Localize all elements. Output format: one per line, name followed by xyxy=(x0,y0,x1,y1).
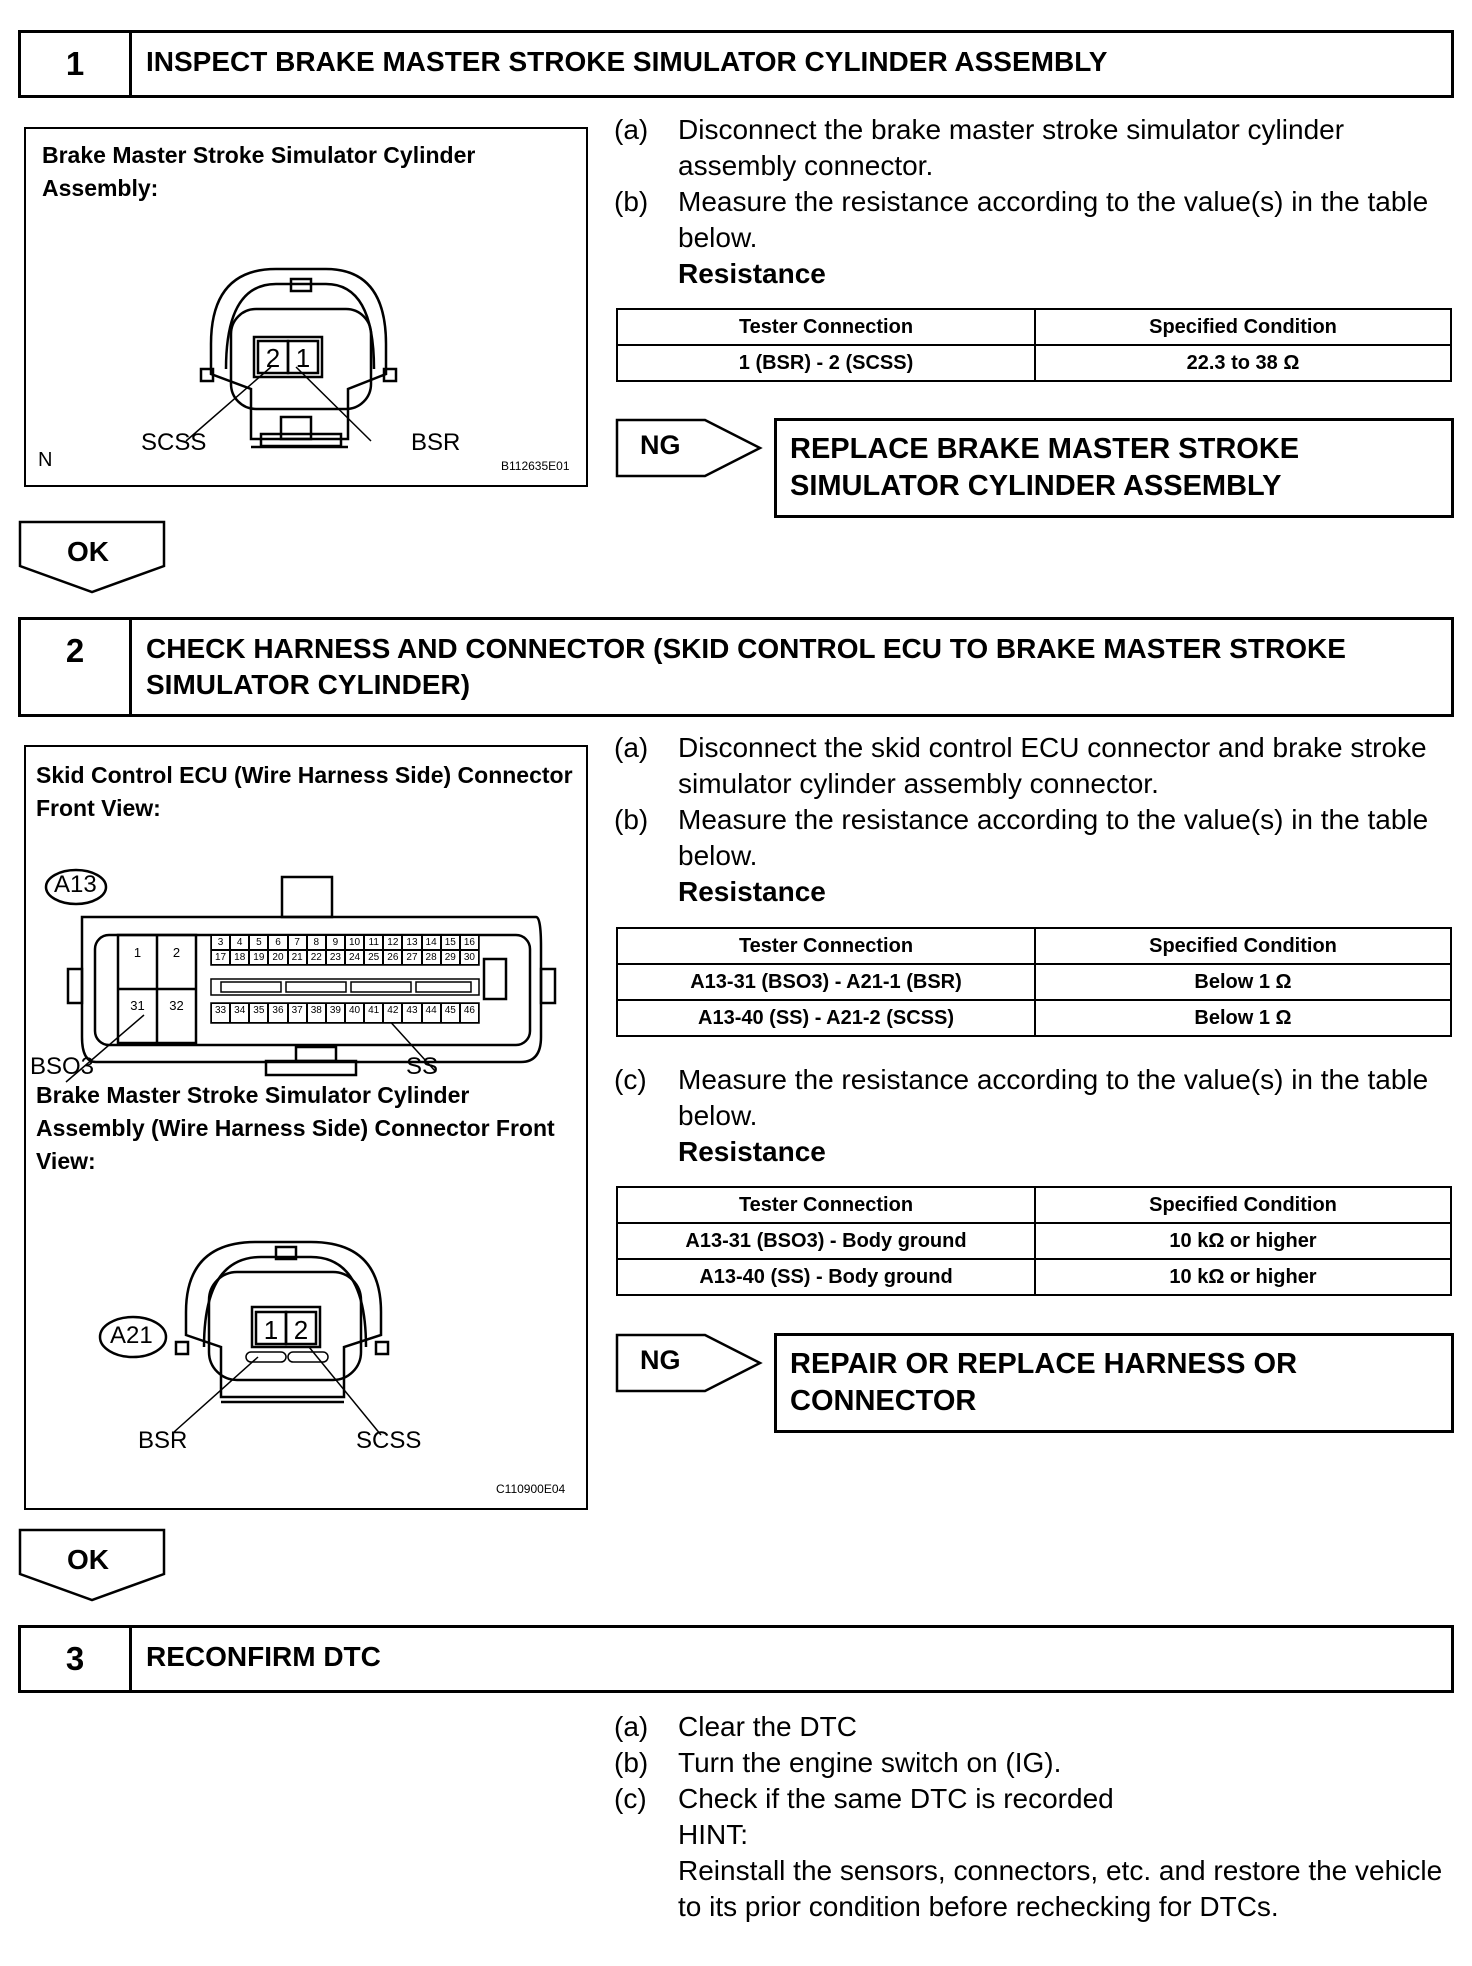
pin-28: 28 xyxy=(422,950,441,965)
pin-19: 19 xyxy=(249,950,268,965)
figure-label: Brake Master Stroke Simulator Cylinder Assembly: xyxy=(42,142,476,201)
table-cell: A13-31 (BSO3) - Body ground xyxy=(617,1223,1035,1259)
instruction-letter: (b) xyxy=(614,1747,649,1778)
pin-6: 6 xyxy=(268,935,287,950)
hint-label-row xyxy=(614,1817,1444,1853)
pin-16: 16 xyxy=(460,935,479,950)
pin-27: 27 xyxy=(402,950,421,965)
step-2-ng-action: REPAIR OR REPLACE HARNESS OR CONNECTOR xyxy=(774,1333,1454,1433)
pin-21: 21 xyxy=(288,950,307,965)
table-header: Tester Connection xyxy=(617,1187,1035,1223)
resistance-title-row xyxy=(614,1134,1444,1170)
step-3-title: RECONFIRM DTC xyxy=(146,1641,381,1672)
pin-31: 31 xyxy=(130,998,145,1013)
pin-2: 2 xyxy=(172,945,181,960)
instruction-text: Measure the resistance according to the value(s) in the table below. xyxy=(678,1064,1429,1131)
step-2-ng-arrow xyxy=(615,1333,765,1393)
table-row xyxy=(617,964,1451,1000)
instruction-letter: (c) xyxy=(614,1064,647,1095)
instruction-a xyxy=(614,1709,1444,1745)
ss-callout: SS xyxy=(406,1053,439,1080)
instruction-text: Disconnect the brake master stroke simulator cylinder assembly connector. xyxy=(678,114,1345,181)
bsr-callout: BSR xyxy=(138,1427,188,1454)
pin-22: 22 xyxy=(307,950,326,965)
step-1-resistance-table xyxy=(616,308,1452,382)
pin-12: 12 xyxy=(383,935,402,950)
instruction-text: Disconnect the skid control ECU connector and brake stroke simulator cylinder assembly connector. xyxy=(678,732,1427,799)
pin-35: 35 xyxy=(249,1003,268,1023)
step-1-header xyxy=(18,30,1454,98)
pin-row-3-16 xyxy=(211,935,479,950)
step-2-ng-label: NG xyxy=(640,1345,681,1375)
bso3-callout: BSO3 xyxy=(30,1053,95,1080)
resistance-title: Resistance xyxy=(678,1136,826,1167)
pin-1: 1 xyxy=(133,945,142,960)
pin-7: 7 xyxy=(288,935,307,950)
pin-33: 33 xyxy=(211,1003,230,1023)
scss-callout: SCSS xyxy=(141,429,207,456)
table-header: Specified Condition xyxy=(1035,928,1451,964)
table-cell: 10 kΩ or higher xyxy=(1035,1259,1451,1295)
step-1-ng-label: NG xyxy=(640,430,681,460)
table-cell: A13-40 (SS) - A21-2 (SCSS) xyxy=(617,1000,1035,1036)
instruction-text: Check if the same DTC is recorded xyxy=(678,1783,1114,1814)
instruction-c xyxy=(614,1781,1444,1817)
table-header-row xyxy=(617,1187,1451,1223)
pin-24: 24 xyxy=(345,950,364,965)
pin-3: 3 xyxy=(211,935,230,950)
step-3-number: 3 xyxy=(21,1628,132,1690)
instruction-b xyxy=(614,1745,1444,1781)
table-row xyxy=(617,345,1451,381)
figure-code: C110900E04 xyxy=(496,1482,566,1496)
table-header: Specified Condition xyxy=(1035,309,1451,345)
instruction-letter: (a) xyxy=(614,114,649,145)
pin-row-33-46 xyxy=(211,1003,479,1023)
table-header-row xyxy=(617,309,1451,345)
pin-20: 20 xyxy=(268,950,287,965)
hint-label: HINT: xyxy=(678,1819,748,1850)
pin-38: 38 xyxy=(307,1003,326,1023)
figure-label-bottom: Brake Master Stroke Simulator Cylinder Assembly (Wire Harness Side) Connector Front View: xyxy=(36,1082,555,1174)
pin-15: 15 xyxy=(441,935,460,950)
pin-11: 11 xyxy=(364,935,383,950)
table-cell: 22.3 to 38 Ω xyxy=(1035,345,1451,381)
step-1-title: INSPECT BRAKE MASTER STROKE SIMULATOR CYLINDER ASSEMBLY xyxy=(146,46,1108,77)
figure-code: B112635E01 xyxy=(501,459,570,473)
spacer xyxy=(614,1853,678,1925)
step-2-instructions-ab xyxy=(614,730,1444,910)
step-1-ng-arrow xyxy=(615,418,765,478)
pin-1-label: 1 xyxy=(295,343,311,373)
pin-5: 5 xyxy=(249,935,268,950)
step-2-resistance-table-1 xyxy=(616,927,1452,1037)
step-2-header xyxy=(18,617,1454,717)
instruction-text: Measure the resistance according to the value(s) in the table below. xyxy=(678,186,1429,253)
instruction-a xyxy=(614,730,1444,802)
table-row xyxy=(617,1223,1451,1259)
table-row xyxy=(617,1000,1451,1036)
hint-text: Reinstall the sensors, connectors, etc. and restore the vehicle to its prior condition before rechecking for DTCs. xyxy=(678,1855,1443,1922)
step-3-header xyxy=(18,1625,1454,1693)
step-2-ok-label: OK xyxy=(67,1544,109,1575)
step-3-instructions xyxy=(614,1709,1444,1925)
a13-connector-tag: A13 xyxy=(54,871,97,898)
table-cell: 10 kΩ or higher xyxy=(1035,1223,1451,1259)
pin-43: 43 xyxy=(402,1003,421,1023)
resistance-title-row xyxy=(614,874,1444,910)
table-cell: 1 (BSR) - 2 (SCSS) xyxy=(617,345,1035,381)
table-header: Tester Connection xyxy=(617,309,1035,345)
table-row xyxy=(617,1259,1451,1295)
pin-23: 23 xyxy=(326,950,345,965)
pin-4: 4 xyxy=(230,935,249,950)
table-cell: A13-31 (BSO3) - A21-1 (BSR) xyxy=(617,964,1035,1000)
pin-36: 36 xyxy=(268,1003,287,1023)
instruction-text: Measure the resistance according to the value(s) in the table below. xyxy=(678,804,1429,871)
a21-pin-1-label: 1 xyxy=(263,1315,279,1345)
a21-pin-2-label: 2 xyxy=(293,1315,309,1345)
pin-37: 37 xyxy=(288,1003,307,1023)
pin-2-label: 2 xyxy=(265,343,281,373)
instruction-letter: (b) xyxy=(614,186,649,217)
scss-callout: SCSS xyxy=(356,1427,422,1454)
corner-mark: N xyxy=(38,449,53,471)
table-cell: Below 1 Ω xyxy=(1035,1000,1451,1036)
step-2-instructions-c xyxy=(614,1062,1444,1170)
pin-44: 44 xyxy=(422,1003,441,1023)
pin-17: 17 xyxy=(211,950,230,965)
pin-34: 34 xyxy=(230,1003,249,1023)
step-1-ok-label: OK xyxy=(67,536,109,567)
step-2-title: CHECK HARNESS AND CONNECTOR (SKID CONTROL ECU TO BRAKE MASTER STROKE SIMULATOR CYLINDER) xyxy=(146,633,1346,700)
pin-45: 45 xyxy=(441,1003,460,1023)
step-1-figure xyxy=(24,127,588,487)
instruction-letter: (c) xyxy=(614,1783,647,1814)
pin-46: 46 xyxy=(460,1003,479,1023)
spacer xyxy=(614,1134,678,1170)
resistance-title: Resistance xyxy=(678,876,826,907)
spacer xyxy=(614,874,678,910)
connector-drawing xyxy=(26,129,590,489)
pin-14: 14 xyxy=(422,935,441,950)
instruction-letter: (b) xyxy=(614,804,649,835)
spacer xyxy=(614,256,678,292)
instruction-b xyxy=(614,802,1444,874)
step-1-number: 1 xyxy=(21,33,132,95)
table-cell: A13-40 (SS) - Body ground xyxy=(617,1259,1035,1295)
step-1-ng-action: REPLACE BRAKE MASTER STROKE SIMULATOR CYLINDER ASSEMBLY xyxy=(774,418,1454,518)
pin-41: 41 xyxy=(364,1003,383,1023)
pin-32: 32 xyxy=(169,998,184,1013)
pin-row-17-30 xyxy=(211,950,479,965)
table-cell: Below 1 Ω xyxy=(1035,964,1451,1000)
instruction-letter: (a) xyxy=(614,732,649,763)
step-2-resistance-table-2 xyxy=(616,1186,1452,1296)
table-header: Tester Connection xyxy=(617,928,1035,964)
instruction-c xyxy=(614,1062,1444,1134)
pin-18: 18 xyxy=(230,950,249,965)
resistance-title: Resistance xyxy=(678,258,826,289)
pin-9: 9 xyxy=(326,935,345,950)
step-1-instructions xyxy=(614,112,1444,292)
bsr-callout: BSR xyxy=(411,429,461,456)
pin-39: 39 xyxy=(326,1003,345,1023)
pin-42: 42 xyxy=(383,1003,402,1023)
pin-13: 13 xyxy=(402,935,421,950)
pin-10: 10 xyxy=(345,935,364,950)
instruction-text: Clear the DTC xyxy=(678,1711,857,1742)
instruction-letter: (a) xyxy=(614,1711,649,1742)
table-header-row xyxy=(617,928,1451,964)
table-header: Specified Condition xyxy=(1035,1187,1451,1223)
pin-29: 29 xyxy=(441,950,460,965)
pin-40: 40 xyxy=(345,1003,364,1023)
instruction-a xyxy=(614,112,1444,184)
instruction-text: Turn the engine switch on (IG). xyxy=(678,1747,1062,1778)
pin-26: 26 xyxy=(383,950,402,965)
hint-text-row xyxy=(614,1853,1444,1925)
spacer xyxy=(614,1817,678,1853)
a21-connector-tag: A21 xyxy=(110,1322,153,1349)
resistance-title-row xyxy=(614,256,1444,292)
step-2-number: 2 xyxy=(21,620,132,714)
pin-8: 8 xyxy=(307,935,326,950)
pin-30: 30 xyxy=(460,950,479,965)
pin-25: 25 xyxy=(364,950,383,965)
instruction-b xyxy=(614,184,1444,256)
step-2-figure xyxy=(24,745,588,1510)
figure-label-top: Skid Control ECU (Wire Harness Side) Connector Front View: xyxy=(36,762,573,821)
